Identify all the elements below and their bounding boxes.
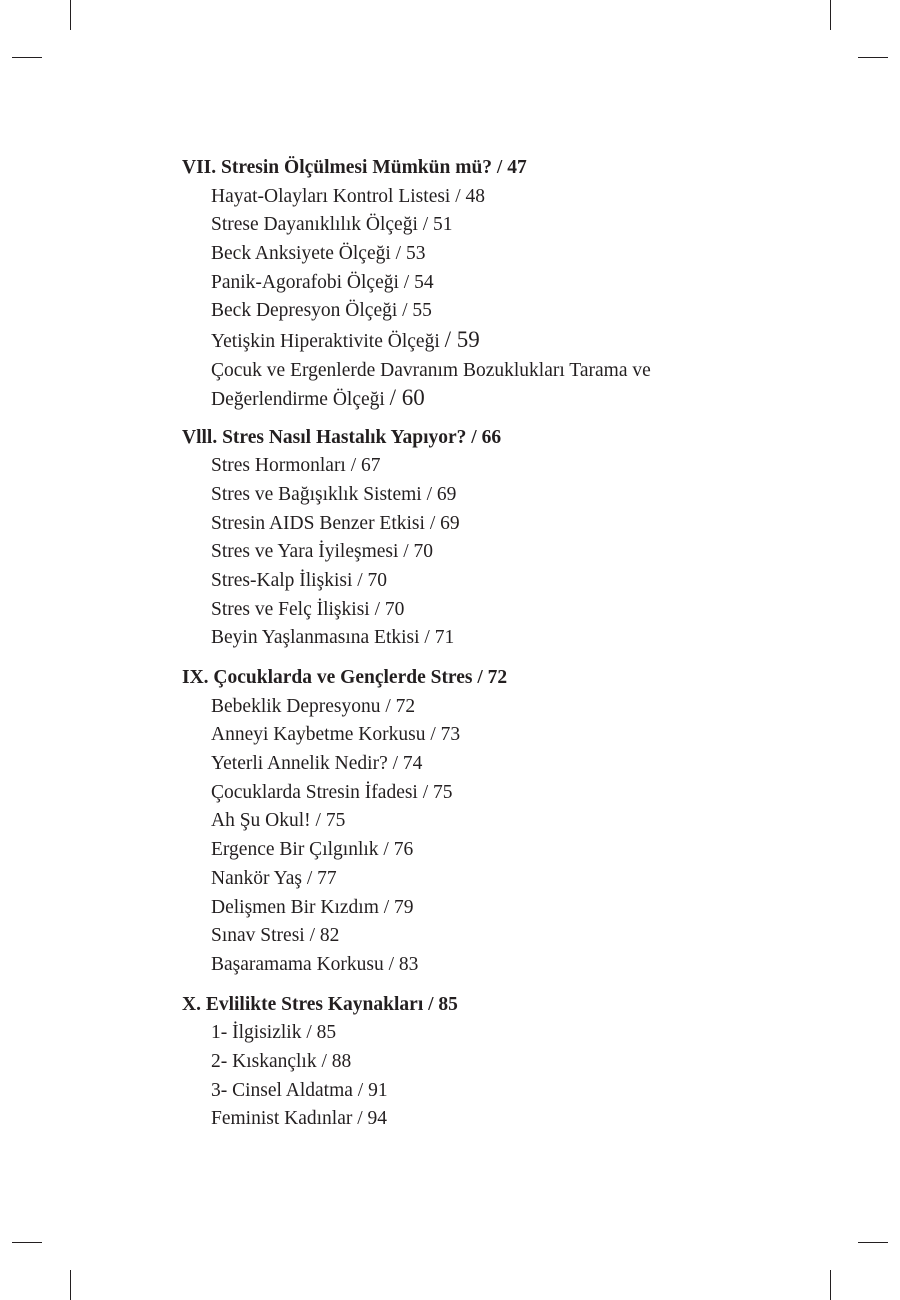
toc-item [211, 357, 742, 413]
section-items [182, 693, 742, 980]
crop-mark-bottom-left [70, 1270, 71, 1300]
toc-item: Delişmen Bir Kızdım / 79 [211, 896, 414, 918]
toc-item-page: / 59 [444, 327, 480, 353]
toc-item: Strese Dayanıklılık Ölçeği / 51 [211, 214, 453, 236]
section-items [182, 452, 742, 653]
toc-item: Beck Depresyon Ölçeği / 55 [211, 300, 432, 322]
toc-section-vii [182, 154, 742, 413]
section-title: IX. Çocuklarda ve Gençlerde Stres / 72 [182, 667, 508, 689]
crop-mark-bottom-right [830, 1270, 831, 1300]
crop-mark-left-bottom [12, 1242, 42, 1243]
toc-item: Bebeklik Depresyonu / 72 [211, 695, 416, 717]
crop-mark-right-bottom [858, 1242, 888, 1243]
toc-item: Stres ve Felç İlişkisi / 70 [211, 598, 405, 620]
toc-item-page: / 60 [389, 384, 425, 410]
toc-item: Stres Hormonları / 67 [211, 455, 381, 477]
toc-section-viii [182, 424, 742, 653]
crop-mark-top-left [70, 0, 71, 30]
toc-item: Feminist Kadınlar / 94 [211, 1108, 388, 1130]
toc-item: Çocuklarda Stresin İfadesi / 75 [211, 781, 453, 803]
toc-item: Stres-Kalp İlişkisi / 70 [211, 570, 388, 592]
toc-item: 3- Cinsel Aldatma / 91 [211, 1079, 388, 1101]
toc-item: 1- İlgisizlik / 85 [211, 1022, 337, 1044]
toc-item: Stres ve Yara İyileşmesi / 70 [211, 541, 434, 563]
toc-item: Ergence Bir Çılgınlık / 76 [211, 839, 414, 861]
toc-item [211, 326, 742, 357]
toc-item: Yeterli Annelik Nedir? / 74 [211, 753, 423, 775]
toc-item: Beck Anksiyete Ölçeği / 53 [211, 242, 426, 264]
toc-item: Ah Şu Okul! / 75 [211, 810, 346, 832]
section-items [182, 1019, 742, 1134]
section-title: VII. Stresin Ölçülmesi Mümkün mü? / 47 [182, 157, 527, 178]
toc-item: Panik-Agorafobi Ölçeği / 54 [211, 271, 434, 293]
toc-section-ix [182, 664, 742, 980]
toc-item: Anneyi Kaybetme Korkusu / 73 [211, 724, 461, 746]
crop-mark-left-top [12, 57, 42, 58]
section-title: Vlll. Stres Nasıl Hastalık Yapıyor? / 66 [182, 426, 502, 448]
toc-item-text-line-2: Değerlendirme Ölçeği [211, 388, 385, 410]
toc-section-x [182, 991, 742, 1134]
toc-item: Stresin AIDS Benzer Etkisi / 69 [211, 512, 460, 534]
toc-item: 2- Kıskançlık / 88 [211, 1050, 352, 1072]
crop-mark-right-top [858, 57, 888, 58]
toc-item: Hayat-Olayları Kontrol Listesi / 48 [211, 185, 486, 207]
toc-item-text: Yetişkin Hiperaktivite Ölçeği [211, 331, 440, 353]
section-title: X. Evlilikte Stres Kaynakları / 85 [182, 993, 458, 1015]
section-items [182, 183, 742, 413]
table-of-contents [182, 154, 742, 1145]
toc-item: Nankör Yaş / 77 [211, 867, 337, 889]
toc-item: Başaramama Korkusu / 83 [211, 953, 419, 975]
toc-item: Beyin Yaşlanmasına Etkisi / 71 [211, 627, 455, 649]
toc-item: Sınav Stresi / 82 [211, 925, 340, 947]
toc-item-text-line-1: Çocuk ve Ergenlerde Davranım Bozuklukları Tarama ve [211, 359, 651, 381]
crop-mark-top-right [830, 0, 831, 30]
toc-item: Stres ve Bağışıklık Sistemi / 69 [211, 483, 457, 505]
